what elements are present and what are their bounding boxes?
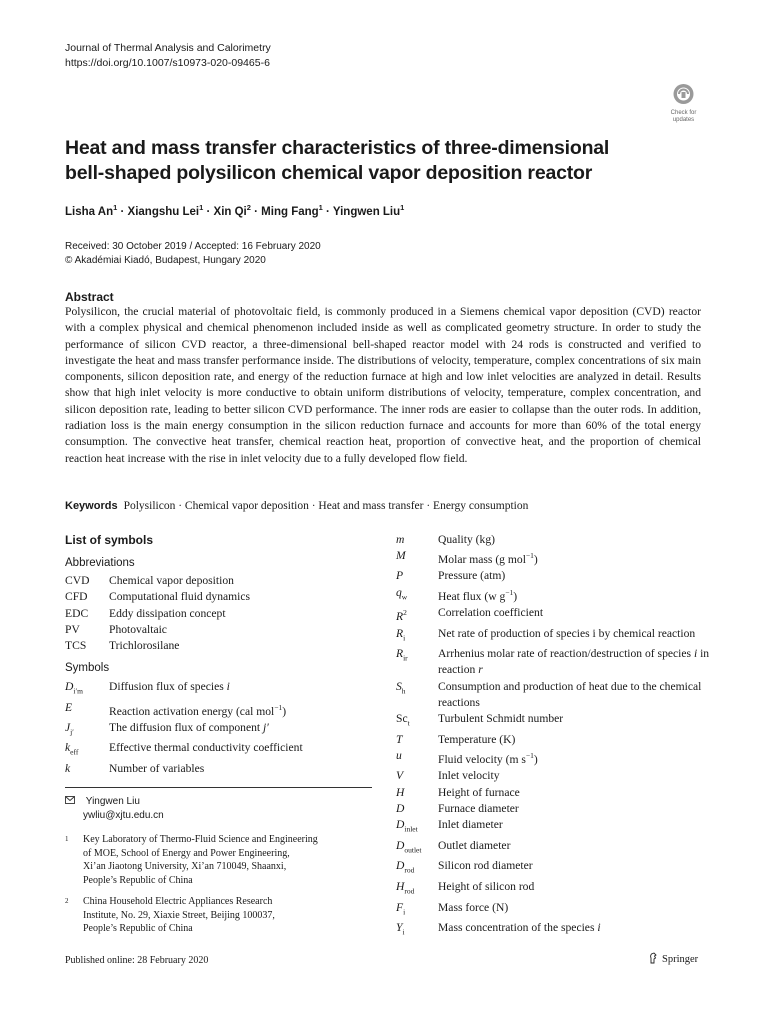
check-for-updates-badge[interactable] — [665, 83, 702, 123]
symbol — [396, 585, 438, 606]
author-affiliation-mark: 1 — [400, 203, 405, 212]
symbol-subscript: rod — [404, 886, 415, 896]
symbol-letter: q — [396, 585, 402, 599]
affiliation — [65, 895, 365, 936]
keywords-label: Keywords — [65, 500, 118, 512]
author-name: Xin Qi — [213, 205, 247, 218]
symbol — [396, 785, 438, 801]
abbreviations-heading: Abbreviations — [65, 557, 135, 569]
symbol-letter: F — [396, 900, 404, 914]
symbol-subscript: i′m — [73, 686, 83, 696]
abbreviation-description: Trichlorosilane — [109, 639, 180, 653]
symbol-row — [65, 720, 303, 741]
symbol-row — [396, 605, 716, 625]
symbols-heading: Symbols — [65, 662, 110, 674]
abbreviation-description: Computational fluid dynamics — [109, 590, 251, 604]
symbol-description: Turbulent Schmidt number — [438, 712, 564, 726]
published-online: Published online: 28 February 2020 — [65, 955, 209, 966]
symbol-letter: E — [65, 700, 73, 714]
symbol-letter: k — [65, 741, 71, 755]
symbol-letter: D — [396, 801, 405, 815]
footnote-rule — [65, 787, 372, 788]
title-line-2: bell-shaped polysilicon chemical vapor deposition reactor — [65, 162, 593, 184]
symbol-letter: S — [396, 679, 402, 693]
symbol-description: Heat flux (w $g^{-1}$) — [438, 587, 518, 603]
symbol-description: Molar mass (g mol$^{-1}$) — [438, 551, 538, 567]
affiliation-number: 2 — [65, 897, 69, 905]
symbol-description: Quality (kg) — [438, 533, 495, 546]
symbol-description: Reaction activation energy (cal mol$^{-1}$) — [109, 702, 287, 718]
symbol — [396, 838, 438, 859]
symbol-description: Height of furnace — [438, 785, 520, 799]
symbol — [65, 679, 109, 700]
symbol-superscript: 2 — [403, 608, 407, 618]
affiliation-line: Xi’an Jiaotong University, Xi’an 710049, Shaanxi, — [83, 861, 287, 872]
symbol-row — [396, 768, 716, 784]
description-superscript: −1 — [525, 551, 534, 561]
symbol-row — [65, 761, 303, 777]
correspondence — [65, 795, 164, 822]
symbol-letter: k — [65, 761, 71, 775]
symbol-subscript: eff — [70, 747, 79, 757]
check-updates-icon — [665, 83, 702, 105]
symbol — [396, 548, 438, 568]
symbol-row — [396, 817, 716, 838]
symbol-letter: D — [65, 680, 74, 693]
symbol-letter: R — [396, 647, 404, 661]
symbol — [396, 626, 438, 647]
symbol-row — [396, 858, 716, 879]
symbol-subscript: i — [403, 907, 406, 917]
symbol — [396, 732, 438, 748]
symbol — [396, 605, 438, 625]
symbol-subscript: outlet — [404, 845, 422, 855]
symbol — [65, 720, 109, 741]
symbol-row — [396, 900, 716, 921]
symbol-letter: D — [396, 838, 405, 852]
symbol-letter: u — [396, 749, 402, 763]
author-affiliation-mark: 2 — [246, 203, 251, 212]
symbol-letter: P — [396, 569, 404, 583]
symbol-letter: H — [396, 880, 405, 894]
journal-name: Journal of Thermal Analysis and Calorimetry — [65, 42, 271, 54]
abbreviation-row — [65, 622, 250, 638]
affiliation-line: People’s Republic of China — [83, 923, 193, 934]
abbreviation-row — [65, 589, 250, 605]
symbol-row — [65, 740, 303, 761]
abbreviation-description: Chemical vapor deposition — [109, 574, 234, 587]
symbol-row — [65, 679, 303, 700]
symbol-subscript: i — [403, 632, 406, 642]
symbol-row — [396, 748, 716, 768]
description-italic: j′ — [263, 720, 269, 734]
title-line-1: Heat and mass transfer characteristics of three-dimensional — [65, 137, 610, 159]
symbol-description: Inlet velocity — [438, 769, 500, 783]
symbol-row — [396, 646, 716, 679]
symbol-row — [396, 548, 716, 568]
symbol-row — [396, 732, 716, 748]
symbol — [396, 679, 438, 712]
symbol-subscript: t — [407, 718, 410, 728]
description-italic: i — [226, 680, 230, 693]
symbol-subscript: inlet — [404, 824, 418, 834]
abbreviation: PV — [65, 622, 80, 636]
symbol — [396, 568, 438, 584]
symbol-row — [396, 626, 716, 647]
symbol — [65, 740, 109, 761]
symbol — [396, 858, 438, 879]
description-superscript: −1 — [505, 587, 514, 597]
abstract-text: Polysilicon, the crucial material of photovoltaic field, is commonly produced in a Siemens chemical vapor deposition (CVD) reactor with a complex physical and chemical phenomenon included inside as well as complicated geometry structure. In order to study the performance of silicon CVD reactor, a three-dimensional bell-shaped reactor model with 24 rods is constructed and verified to investigate the heat and mass transfer performance inside. The distributions of velocity, temperature, complex concentrations of six main components, silicon deposition rate, and energy of the reduction furnace at high and low inlet velocities are analyzed in detail. Results show that high inlet velocity is more conductive to obtain uniform distributions of velocity, temperature, complex concentration, and silicon deposition rate, leading to better silicon CVD performance. The inner rods are easier to collapse than the outer rods. In addition, radiation loss is the main energy consumption in the silicon reduction furnace and accounts for more than 60% of the total energy consumption. The convective heat transfer, chemical reaction heat, proportion of convective heat, and the proportion of chemical reaction heat increase with the rise in inlet velocity due to a fully developed flow field. — [65, 305, 701, 465]
author-affiliation-mark: 1 — [199, 203, 204, 212]
abbreviation-row — [65, 606, 250, 622]
symbol-row — [396, 879, 716, 900]
affiliation-number: 1 — [65, 835, 69, 843]
author-name: Yingwen Liu — [332, 205, 401, 218]
symbol-row — [396, 532, 716, 548]
author-list: Lisha $An^1$ · Xiangshu Lei$^1$ · Xin $Qi^2$ · Ming Fang$^1$ · Yingwen Liu$^1$ — [65, 203, 405, 218]
publication-dates — [65, 240, 321, 268]
abbreviation: TCS — [65, 639, 87, 653]
keywords — [65, 500, 528, 512]
symbol-description: Diffusion flux of species i — [109, 680, 230, 693]
author-affiliation-mark: 1 — [113, 203, 118, 212]
symbol-description: The diffusion flux of component j′ — [109, 720, 269, 734]
symbol-description: Arrhenius molar rate of reaction/destruction of species i in reaction r — [438, 647, 710, 677]
abbreviation-description: Eddy dissipation concept — [109, 606, 226, 620]
abstract-heading: Abstract — [65, 290, 114, 304]
description-italic: r — [478, 663, 483, 677]
symbol-description: Net rate of production of species i by chemical reaction — [438, 626, 696, 640]
author-name: Lisha An — [65, 205, 114, 218]
symbol-subscript: w — [401, 592, 408, 602]
symbol-description: Inlet diameter — [438, 818, 503, 832]
symbol-row — [396, 679, 716, 712]
symbol-description: Number of variables — [109, 761, 205, 775]
symbol-letter: V — [396, 769, 404, 783]
symbol-letter: T — [396, 732, 403, 746]
author-name: Ming Fang — [261, 205, 319, 218]
received-accepted: Received: 30 October 2019 / Accepted: 16 February 2020 — [65, 241, 321, 252]
keywords-text: Polysilicon · Chemical vapor deposition · Heat and mass transfer · Energy consumption — [123, 500, 529, 512]
symbol-row — [396, 711, 716, 732]
symbol-letter: D — [396, 859, 405, 873]
symbol-description: Furnace diameter — [438, 801, 519, 815]
symbol-letter: J — [65, 720, 71, 734]
doi-link[interactable]: https://doi.org/10.1007/s10973-020-09465-6 — [65, 57, 270, 69]
symbol — [396, 817, 438, 838]
symbol — [396, 711, 438, 732]
affiliation-line: China Household Electric Appliances Research — [83, 896, 273, 907]
springer-text: Springer — [662, 954, 699, 965]
affiliation-line: of MOE, School of Energy and Power Engineering, — [83, 847, 290, 859]
symbol-description: Correlation coefficient — [438, 606, 544, 620]
symbol-description: Pressure (atm) — [438, 569, 506, 583]
badge-line2: updates — [672, 117, 695, 123]
symbol-letter: m — [396, 533, 405, 546]
description-italic: i — [597, 921, 601, 935]
copyright: © Akadémiai Kiadó, Budapest, Hungary 2020 — [65, 255, 266, 266]
description-italic: i — [693, 647, 698, 661]
symbol-description: Effective thermal conductivity coefficient — [109, 741, 303, 755]
symbol-row — [396, 838, 716, 859]
affiliation — [65, 833, 365, 887]
symbol-description: Consumption and production of heat due to the chemical reactions — [438, 679, 702, 710]
symbol — [65, 761, 109, 777]
symbol — [396, 920, 438, 941]
author-name: Xiangshu Lei — [127, 205, 200, 218]
symbol-description: Mass concentration of the species i — [438, 921, 601, 935]
badge-line1: Check for — [670, 110, 697, 116]
symbol-subscript: j′ — [70, 727, 74, 737]
symbol-subscript: h — [401, 686, 406, 696]
symbol-description: Fluid velocity (m $s^{-1}$) — [438, 751, 538, 767]
symbol-row — [396, 585, 716, 606]
symbol-description: Outlet diameter — [438, 838, 511, 852]
envelope-icon — [65, 795, 77, 809]
corresponding-email[interactable]: ywliu@xjtu.edu.cn — [83, 809, 164, 821]
author-affiliation-mark: 1 — [318, 203, 323, 212]
symbol-letter: Y — [396, 921, 403, 935]
symbol — [396, 879, 438, 900]
abbreviation: EDC — [65, 606, 89, 620]
description-superscript: −1 — [274, 702, 283, 712]
symbol-letter: R — [396, 626, 404, 640]
springer-horse-icon — [648, 952, 658, 967]
journal-header — [65, 41, 271, 71]
symbol-letter: Sc — [396, 712, 408, 726]
description-superscript: −1 — [525, 751, 534, 761]
symbol-row — [396, 920, 716, 941]
symbol — [396, 532, 438, 548]
symbol — [396, 768, 438, 784]
symbol-row — [396, 568, 716, 584]
affiliation-line: Key Laboratory of Thermo-Fluid Science and Engineering — [83, 834, 318, 845]
abbreviation-row — [65, 638, 250, 654]
abbreviation: CVD — [65, 574, 90, 587]
symbol-row — [65, 700, 303, 720]
symbol-description: Height of silicon rod — [438, 880, 535, 894]
abbreviations-table — [65, 573, 250, 654]
symbol — [396, 748, 438, 768]
symbol-subscript: i — [402, 927, 405, 937]
symbol — [396, 646, 438, 679]
abbreviation-description: Photovaltaic — [109, 622, 167, 636]
list-of-symbols-heading: List of symbols — [65, 533, 154, 547]
abbreviation: CFD — [65, 590, 88, 604]
symbol — [65, 700, 109, 720]
symbol-row — [396, 801, 716, 817]
symbol — [396, 801, 438, 817]
symbol-letter: M — [396, 549, 406, 563]
symbol-letter: R — [396, 610, 404, 624]
paper-title — [65, 136, 685, 186]
corresponding-author: Yingwen Liu — [85, 796, 140, 807]
affiliations — [65, 833, 365, 936]
abbreviation-row — [65, 573, 250, 589]
symbol-description: Mass force (N) — [438, 900, 509, 914]
symbol-row — [396, 785, 716, 801]
symbols-table-right — [396, 532, 716, 941]
publisher-logo — [648, 952, 698, 967]
symbol-description: Silicon rod diameter — [438, 859, 533, 873]
symbols-table-left — [65, 679, 303, 777]
symbol-letter: D — [396, 818, 405, 832]
symbol-letter: H — [396, 785, 405, 799]
symbol-description: Temperature (K) — [438, 732, 516, 746]
affiliation-line: Institute, No. 29, Xiaxie Street, Beijing 100037, — [83, 909, 275, 921]
affiliation-line: People’s Republic of China — [83, 874, 193, 886]
symbol-subscript: rod — [404, 865, 415, 875]
symbol-subscript: ir — [403, 653, 408, 663]
symbol — [396, 900, 438, 921]
